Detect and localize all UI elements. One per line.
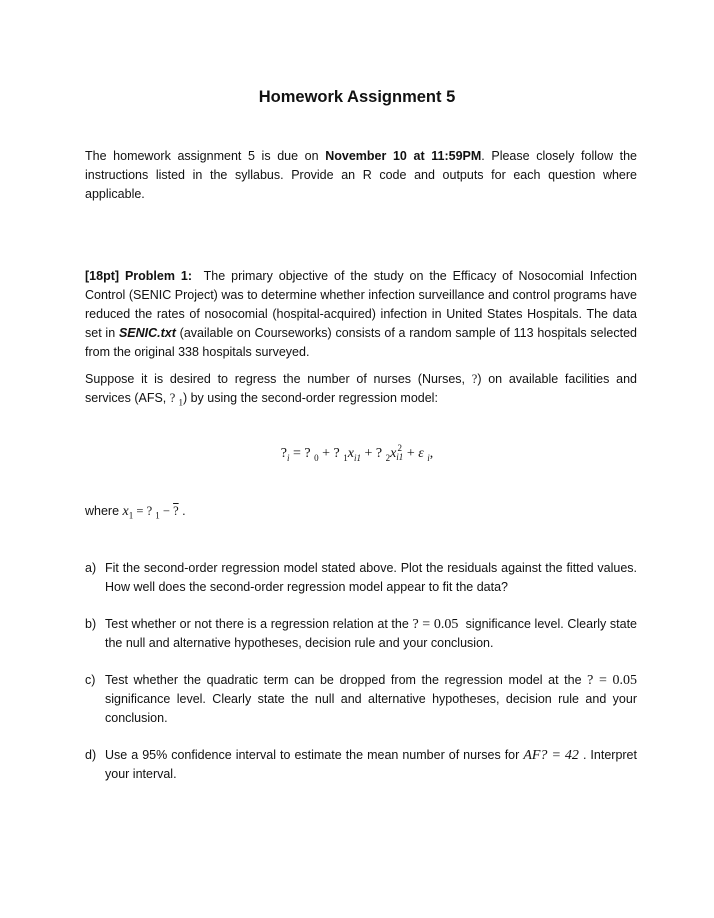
intro-text-post: . Please closely follow the instructions listed in the syllabus. Provide an R code and outputs for each question where applicable. [85,149,637,201]
question-c-letter: c) [85,673,96,687]
where-label: where [85,504,123,518]
suppose-text-a: Suppose it is desired to regress the number of nurses (Nurses, [85,372,472,386]
question-a-letter: a) [85,561,97,575]
question-d [85,746,637,784]
question-b-text: Test whether or not there is a regression relation at the ? = 0.05 significance level. Clearly state the null and alternative hypotheses, decision rule and your conclusion. [105,617,641,650]
suppose-text-c: ) by using the second-order regression model: [182,391,438,405]
afs-value: AF? = 42 [523,748,579,763]
where-line: where $x_1$ = ? $_1$ − ? . [85,504,186,521]
suppose-text-b: ) on available facilities and services (AFS, [85,372,637,405]
afs-subscript: 1 [178,397,183,408]
problem-1-text-a: The primary objective of the study on the Efficacy of Nosocomial Infection Control (SENIC Project) was to determine whether infection surveillance and control programs have reduced the rates of nosocomial (hospital-acquired) infection in United States Hospitals. The data set in [85,269,641,340]
afs-symbol: ? [169,391,179,405]
question-c-text: Test whether the quadratic term can be dropped from the regression model at the ? = 0.05 significance level. Clearly state the null and alternative hypotheses, decision rule and your conclusion. [105,673,637,725]
problem-1-paragraph [85,267,641,362]
alpha-level-c: ? = 0.05 [587,673,637,688]
question-a [85,559,637,597]
suppose-paragraph [85,370,637,413]
nurses-symbol: ? [471,372,478,386]
intro-paragraph [85,147,637,204]
intro-text-pre: The homework assignment 5 is due on [85,149,326,163]
regression-equation: $?_i$ = ? $_0$ + ? $_1x_{i1}$ + ? $_2$x 2 i1 + ε $_i$, [280,443,434,463]
problem-1-heading: [18pt] Problem 1: [85,269,193,283]
due-date: November 10 at 11:59PM [325,149,482,163]
question-d-letter: d) [85,748,97,762]
problem-1-text-b: (available on Courseworks) consists of a random sample of 113 hospitals selected from the original 338 hospitals surveyed. [85,326,637,359]
question-a-text: Fit the second-order regression model stated above. Plot the residuals against the fitted values. How well does the second-order regression model appear to fit the data? [105,561,637,594]
page-title: Homework Assignment 5 [258,88,456,106]
alpha-level-b: ? = 0.05 [412,617,459,632]
question-b-letter: b) [85,617,97,631]
question-c [85,671,637,728]
question-b [85,615,641,653]
dataset-name: SENIC.txt [118,326,176,340]
question-d-text: Use a 95% confidence interval to estimate the mean number of nurses for AF? = 42 . Interpret your interval. [105,748,637,781]
